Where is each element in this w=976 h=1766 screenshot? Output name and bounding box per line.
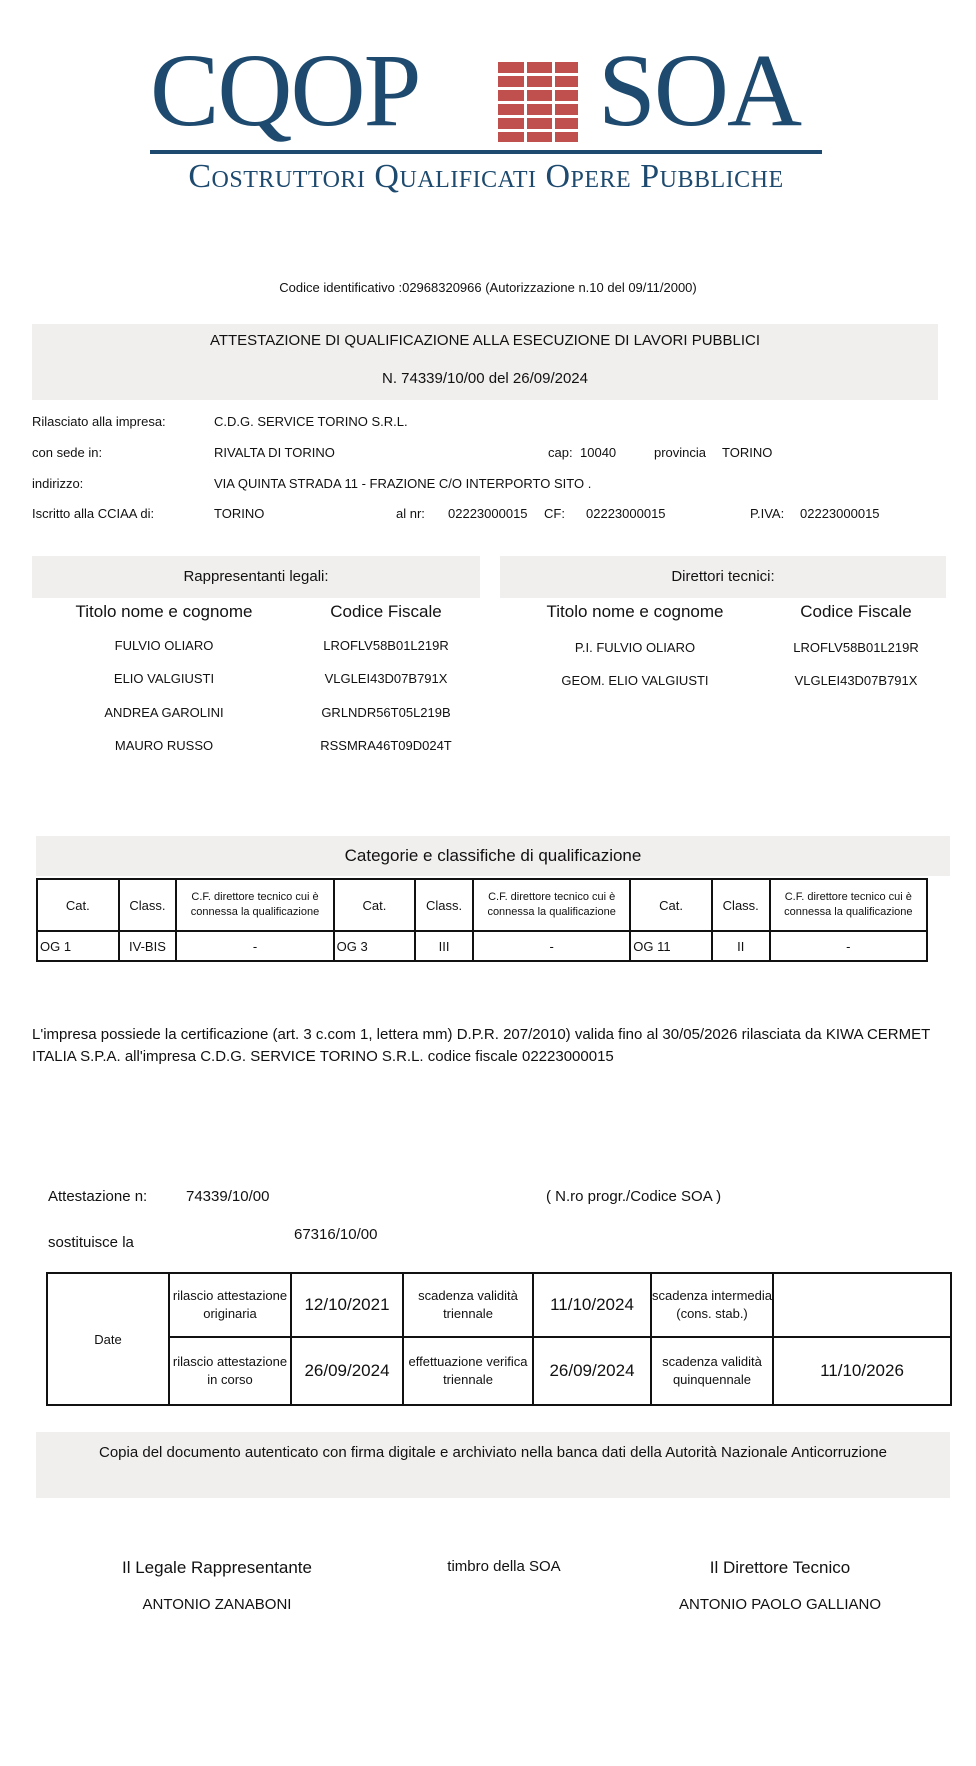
cap-label: cap: bbox=[548, 445, 573, 460]
logo-left-text: CQOP bbox=[150, 33, 420, 148]
original-issue-date: 12/10/2021 bbox=[291, 1273, 403, 1337]
category-code: OG 11 bbox=[630, 931, 712, 961]
province-value: TORINO bbox=[722, 445, 773, 460]
legal-rep-cf: RSSMRA46T09D024T bbox=[320, 738, 452, 753]
cciaa-value: TORINO bbox=[214, 506, 265, 521]
legal-col-name: Titolo nome e cognome bbox=[75, 602, 253, 621]
tech-directors-header: Direttori tecnici: bbox=[500, 556, 946, 598]
five-year-expiry-date: 11/10/2026 bbox=[773, 1337, 951, 1405]
tech-director-cf: VLGLEI43D07B791X bbox=[794, 673, 918, 688]
logo-right-text: SOA bbox=[598, 33, 801, 148]
tech-director-signature-label: Il Direttore Tecnico bbox=[709, 1558, 851, 1577]
footer-note-band bbox=[36, 1432, 950, 1498]
nr-value: 02223000015 bbox=[448, 506, 528, 521]
categories-table bbox=[36, 878, 928, 962]
tech-col-cf: Codice Fiscale bbox=[800, 602, 912, 621]
cf-header: C.F. direttore tecnico cui è connessa la qualificazione bbox=[176, 879, 333, 931]
verification-label: effettuazione verifica triennale bbox=[403, 1337, 533, 1405]
legal-rep-cf: VLGLEI43D07B791X bbox=[324, 671, 448, 686]
cat-header: Cat. bbox=[630, 879, 712, 931]
categories-header: Categorie e classifiche di qualificazione bbox=[36, 836, 950, 876]
current-issue-label: rilascio attestazione in corso bbox=[169, 1337, 291, 1405]
category-code: OG 3 bbox=[334, 931, 416, 961]
soa-stamp-label: timbro della SOA bbox=[447, 1558, 561, 1575]
soa-logo bbox=[150, 33, 830, 200]
legal-rep-cf: LROFLV58B01L219R bbox=[323, 638, 449, 653]
category-director-cf: - bbox=[176, 931, 333, 961]
triennial-expiry-date: 11/10/2024 bbox=[533, 1273, 651, 1337]
category-class: IV-BIS bbox=[119, 931, 177, 961]
nr-label: al nr: bbox=[396, 506, 425, 521]
legal-col-cf: Codice Fiscale bbox=[330, 602, 442, 621]
current-issue-date: 26/09/2024 bbox=[291, 1337, 403, 1405]
footer-note: Copia del documento autenticato con firma digitale e archiviato nella banca dati della Autorità Nazionale Anticorruzione bbox=[99, 1444, 887, 1461]
cciaa-label: Iscritto alla CCIAA di: bbox=[32, 506, 155, 521]
province-label: provincia bbox=[654, 445, 707, 460]
code-line: Codice identificativo :02968320966 (Autorizzazione n.10 del 09/11/2000) bbox=[279, 280, 697, 295]
legal-rep-cf: GRLNDR56T05L219B bbox=[321, 705, 451, 720]
document-title: ATTESTAZIONE DI QUALIFICAZIONE ALLA ESECUZIONE DI LAVORI PUBBLICI bbox=[209, 332, 761, 349]
seat-label: con sede in: bbox=[32, 445, 103, 460]
issued-label: Rilasciato alla impresa: bbox=[32, 414, 166, 429]
category-code: OG 1 bbox=[37, 931, 119, 961]
legal-rep-name: ELIO VALGIUSTI bbox=[113, 671, 215, 686]
categories-row bbox=[37, 931, 927, 961]
attestation-label: Attestazione n: bbox=[48, 1188, 148, 1205]
tech-director-name: GEOM. ELIO VALGIUSTI bbox=[561, 673, 709, 688]
replaces-value: 67316/10/00 bbox=[294, 1226, 378, 1243]
cap-value: 10040 bbox=[580, 445, 617, 460]
cf-value: 02223000015 bbox=[586, 506, 666, 521]
verification-date: 26/09/2024 bbox=[533, 1337, 651, 1405]
dates-row bbox=[47, 1273, 951, 1337]
progr-code-label: ( N.ro progr./Codice SOA ) bbox=[546, 1188, 722, 1205]
legal-rep-name: MAURO RUSSO bbox=[114, 738, 214, 753]
five-year-expiry-label: scadenza validità quinquennale bbox=[651, 1337, 773, 1405]
company-address: VIA QUINTA STRADA 11 - FRAZIONE C/O INTERPORTO SITO . bbox=[214, 476, 592, 491]
class-header: Class. bbox=[712, 879, 770, 931]
attestation-value: 74339/10/00 bbox=[186, 1188, 270, 1205]
category-director-cf: - bbox=[770, 931, 927, 961]
legal-rep-signature-label: Il Legale Rappresentante bbox=[122, 1558, 312, 1577]
class-header: Class. bbox=[415, 879, 473, 931]
category-class: III bbox=[415, 931, 473, 961]
certification-text: L'impresa possiede la certificazione (art. 3 c.com 1, lettera mm) D.P.R. 207/2010) valida fino al 30/05/2026 rilasciata da KIWA CERMET ITALIA S.P.A. all'impresa C.D.G. SERVICE TORINO S.R.L. codice fiscale 02223000015 bbox=[32, 1026, 931, 1065]
intermediate-expiry-label: scadenza intermedia (cons. stab.) bbox=[651, 1273, 773, 1337]
dates-table bbox=[46, 1272, 952, 1406]
logo-tagline: Costruttori Qualificati Opere Pubbliche bbox=[188, 158, 784, 195]
category-director-cf: - bbox=[473, 931, 630, 961]
tech-col-name: Titolo nome e cognome bbox=[546, 602, 724, 621]
cat-header: Cat. bbox=[37, 879, 119, 931]
categories-header-row bbox=[37, 879, 927, 931]
company-name: C.D.G. SERVICE TORINO S.R.L. bbox=[214, 414, 408, 429]
address-label: indirizzo: bbox=[32, 476, 84, 491]
legal-rep-name: FULVIO OLIARO bbox=[114, 638, 214, 653]
tech-director-signature-name: ANTONIO PAOLO GALLIANO bbox=[678, 1596, 881, 1613]
piva-value: 02223000015 bbox=[800, 506, 880, 521]
original-issue-label: rilascio attestazione originaria bbox=[169, 1273, 291, 1337]
company-city: RIVALTA DI TORINO bbox=[214, 445, 335, 460]
legal-rep-signature-name: ANTONIO ZANABONI bbox=[142, 1596, 292, 1613]
category-class: II bbox=[712, 931, 770, 961]
triennial-expiry-label: scadenza validità triennale bbox=[403, 1273, 533, 1337]
cat-header: Cat. bbox=[334, 879, 416, 931]
logo-rule bbox=[150, 150, 822, 154]
replaces-label: sostituisce la bbox=[48, 1234, 134, 1251]
cf-header: C.F. direttore tecnico cui è connessa la qualificazione bbox=[473, 879, 630, 931]
intermediate-expiry-date bbox=[773, 1273, 951, 1337]
class-header: Class. bbox=[119, 879, 177, 931]
dates-row bbox=[47, 1337, 951, 1405]
legal-reps-header: Rappresentanti legali: bbox=[32, 556, 480, 598]
cf-header: C.F. direttore tecnico cui è connessa la qualificazione bbox=[770, 879, 927, 931]
brick-icon bbox=[498, 62, 578, 142]
document-number: N. 74339/10/00 del 26/09/2024 bbox=[381, 370, 588, 387]
piva-label: P.IVA: bbox=[750, 506, 785, 521]
tech-director-cf: LROFLV58B01L219R bbox=[793, 640, 919, 655]
legal-rep-name: ANDREA GAROLINI bbox=[104, 705, 224, 720]
dates-label: Date bbox=[47, 1273, 169, 1405]
tech-director-name: P.I. FULVIO OLIARO bbox=[574, 640, 696, 655]
cf-label: CF: bbox=[544, 506, 565, 521]
